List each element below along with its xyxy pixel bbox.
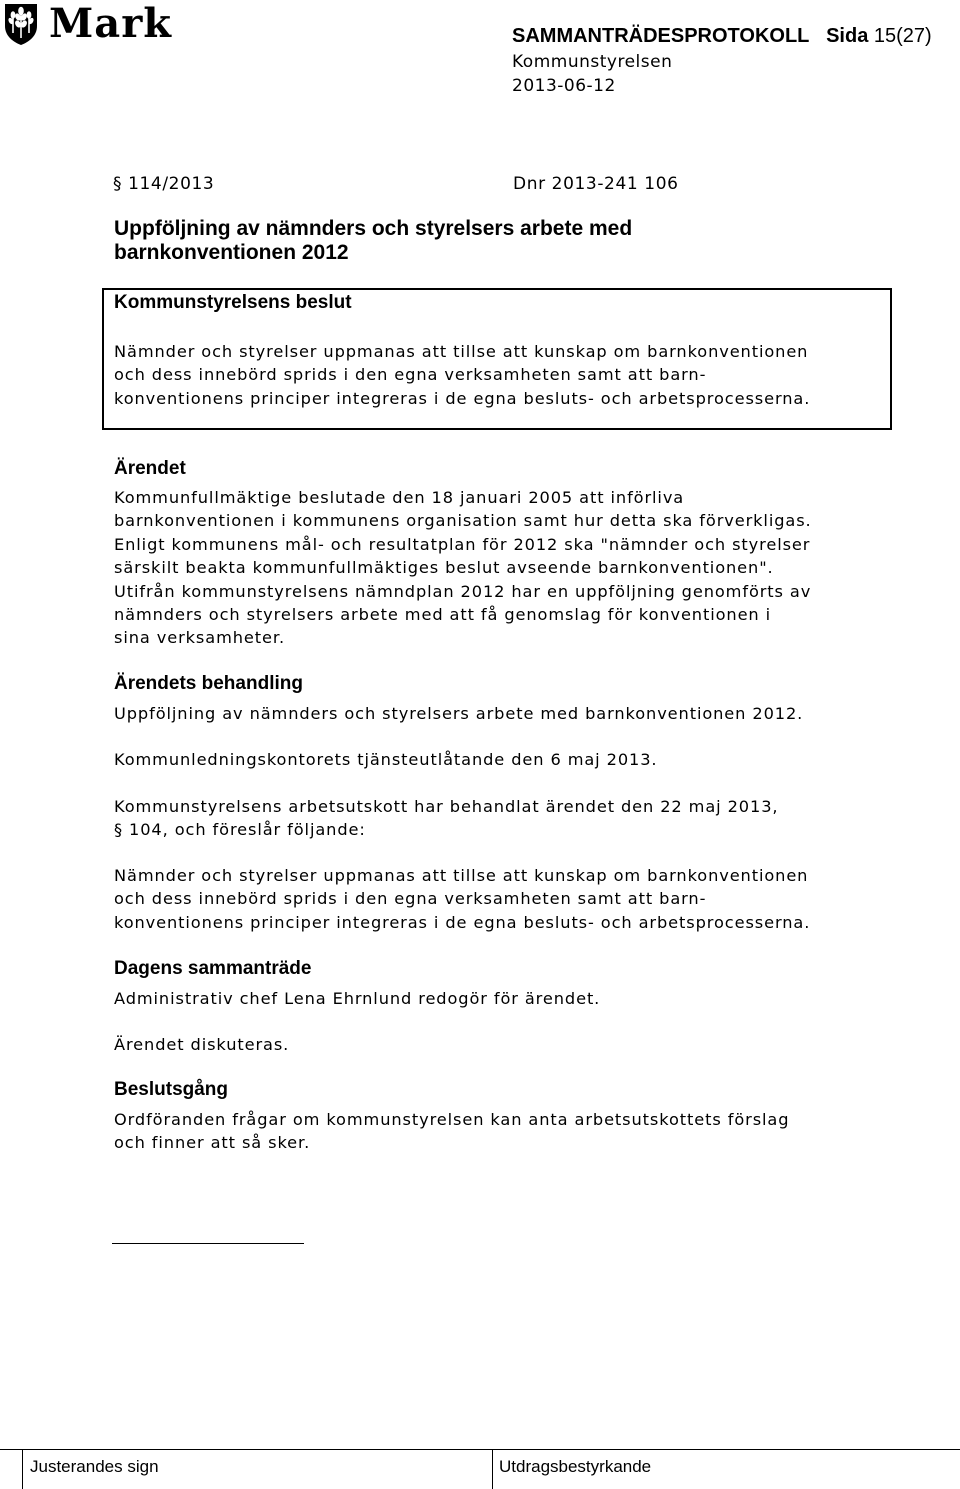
page-number: 15(27)	[873, 25, 932, 47]
behandling-p4	[114, 864, 810, 934]
section-end-rule	[112, 1243, 304, 1244]
page-label: Sida	[826, 25, 869, 47]
decision-line: Nämnder och styrelser uppmanas att tillse att kunskap om barnkonventionen	[114, 342, 809, 361]
header-date: 2013-06-12	[512, 76, 616, 96]
beslutsgang-text	[114, 1108, 789, 1155]
arendet-line: barnkonventionen i kommunens organisation samt hur detta ska förverkligas.	[114, 511, 812, 531]
arendet-line: Utifrån kommunstyrelsens nämndplan 2012 har en uppföljning genomförts av	[114, 581, 812, 601]
behandling-p4-line: och dess innebörd sprids i den egna verksamheten samt att barn-	[114, 889, 707, 909]
beslutsgang-line: och finner att så sker.	[114, 1133, 311, 1153]
arendet-line: sina verksamheter.	[114, 628, 285, 648]
decision-heading: Kommunstyrelsens beslut	[114, 292, 352, 313]
municipal-coat-of-arms-icon	[3, 2, 39, 46]
arendet-heading: Ärendet	[114, 458, 186, 479]
decision-line: och dess innebörd sprids i den egna verksamheten samt att barn-	[114, 365, 707, 385]
footer-utdragsbestyrkande: Utdragsbestyrkande	[499, 1457, 652, 1476]
paragraph-number: § 114/2013	[113, 174, 215, 194]
title-line: Uppföljning av nämnders och styrelsers arbete med	[114, 217, 633, 240]
dagens-heading: Dagens sammanträde	[114, 958, 312, 979]
footer-divider	[0, 1449, 960, 1450]
arendet-line: Enligt kommunens mål- och resultatplan för 2012 ska "nämnder och styrelser	[114, 534, 811, 554]
logo	[3, 2, 172, 46]
dagens-p1: Administrativ chef Lena Ehrnlund redogör för ärendet.	[114, 989, 601, 1008]
footer-separator	[22, 1449, 23, 1489]
arendet-line: nämnders och styrelsers arbete med att få genomslag för konventionen i	[114, 605, 772, 625]
behandling-p4-line: Nämnder och styrelser uppmanas att tillse att kunskap om barnkonventionen	[114, 866, 809, 885]
behandling-p3-line: § 104, och föreslår följande:	[114, 820, 366, 840]
beslutsgang-line: Ordföranden frågar om kommunstyrelsen kan anta arbetsutskottets förslag	[114, 1110, 790, 1129]
behandling-p4-line: konventionens principer integreras i de egna besluts- och arbetsprocesserna.	[114, 912, 811, 932]
beslutsgang-heading: Beslutsgång	[114, 1079, 229, 1100]
arendet-line: Kommunfullmäktige beslutade den 18 januari 2005 att införliva	[114, 488, 685, 507]
arendet-text	[114, 486, 812, 650]
behandling-p3	[114, 795, 778, 842]
title-line: barnkonventionen 2012	[114, 241, 349, 264]
decision-text	[114, 340, 810, 410]
behandling-heading: Ärendets behandling	[114, 673, 303, 694]
decision-line: konventionens principer integreras i de egna besluts- och arbetsprocesserna.	[114, 388, 811, 408]
behandling-p2: Kommunledningskontorets tjänsteutlåtande den 6 maj 2013.	[114, 750, 658, 769]
protocol-title: SAMMANTRÄDESPROTOKOLL	[512, 25, 810, 47]
logo-text: Mark	[49, 0, 172, 47]
page-title	[114, 217, 632, 265]
dnr: Dnr 2013-241 106	[513, 174, 679, 194]
footer-justerandes-sign: Justerandes sign	[30, 1457, 159, 1476]
paragraph-row	[113, 172, 713, 196]
header-body: Kommunstyrelsen	[512, 52, 673, 72]
behandling-p1: Uppföljning av nämnders och styrelsers arbete med barnkonventionen 2012.	[114, 704, 804, 723]
dagens-p2: Ärendet diskuteras.	[114, 1035, 290, 1054]
arendet-line: särskilt beakta kommunfullmäktiges beslut avseende barnkonventionen".	[114, 558, 774, 578]
protocol-header	[512, 24, 932, 48]
footer-separator	[492, 1449, 493, 1489]
behandling-p3-line: Kommunstyrelsens arbetsutskott har behandlat ärendet den 22 maj 2013,	[114, 797, 779, 816]
